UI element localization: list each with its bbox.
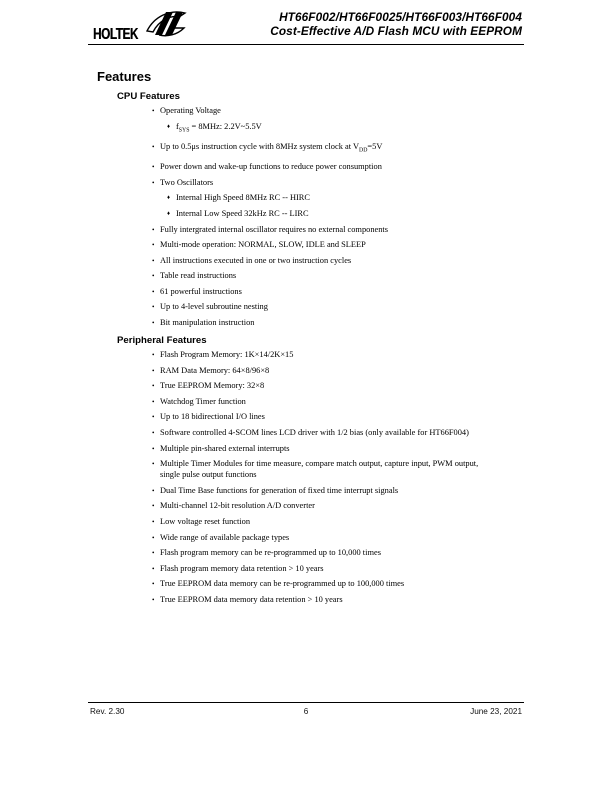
- holtek-wing-icon: [145, 8, 187, 43]
- bullet-icon: •: [152, 351, 155, 360]
- feature-text: [160, 397, 246, 406]
- feature-item: [151, 317, 524, 328]
- feature-item: [151, 547, 524, 558]
- bullet-icon: •: [152, 142, 155, 151]
- feature-item: [151, 177, 524, 219]
- footer-divider: [88, 702, 524, 703]
- sub-feature-item: [167, 192, 524, 203]
- bullet-icon: •: [152, 256, 155, 265]
- feature-text: [160, 548, 381, 557]
- feature-text: [160, 240, 366, 249]
- document-title-line2: Cost-Effective A/D Flash MCU with EEPROM: [270, 23, 522, 38]
- holtek-logo-text: HOLTEK: [93, 25, 138, 44]
- bullet-icon: •: [152, 303, 155, 312]
- section-heading: CPU Features: [117, 91, 180, 102]
- text-segment: f: [176, 121, 179, 131]
- text-segment: RAM Data Memory: 64×8/96×8: [160, 365, 270, 375]
- text-segment: Power down and wake-up functions to reduce power consumption: [160, 162, 382, 172]
- document-title-line1: HT66F002/HT66F0025/HT66F003/HT66F004: [279, 10, 522, 24]
- feature-item: [151, 563, 524, 574]
- subscript-text: DD: [359, 147, 368, 154]
- footer-page-number: 6: [303, 707, 309, 716]
- feature-text: [160, 271, 236, 280]
- bullet-icon: •: [152, 319, 155, 328]
- feature-item: [151, 516, 524, 527]
- bullet-icon: •: [152, 287, 155, 296]
- feature-text: [160, 162, 382, 171]
- text-segment: Fully intergrated internal oscillator requires no external components: [160, 224, 388, 234]
- bullet-icon: •: [152, 518, 155, 526]
- feature-item: [151, 255, 524, 266]
- document-title: [270, 11, 522, 39]
- bullet-icon: •: [152, 486, 155, 495]
- feature-item: [151, 161, 524, 172]
- bullet-icon: •: [152, 533, 155, 542]
- text-segment: Up to 18 bidirectional I/O lines: [160, 412, 265, 422]
- bullet-icon: •: [152, 272, 155, 281]
- text-segment: Watchdog Timer function: [160, 396, 246, 406]
- feature-item: [151, 380, 524, 391]
- feature-text: [160, 106, 221, 115]
- text-segment: Up to 4-level subroutine nesting: [160, 302, 268, 312]
- subscript-text: SYS: [178, 127, 190, 134]
- bullet-icon: •: [152, 107, 155, 115]
- feature-item: [151, 301, 524, 312]
- bullet-icon: •: [152, 429, 155, 438]
- footer-revision: Rev. 2.30: [90, 707, 125, 716]
- text-segment: All instructions executed in one or two instruction cycles: [160, 255, 352, 265]
- sub-feature-text: [176, 121, 262, 134]
- text-segment: 61 powerful instructions: [160, 286, 242, 296]
- text-segment: Multiple Timer Modules for time measure, compare match output, capture input, PWM output,: [160, 459, 479, 469]
- text-segment: = 8MHz: 2.2V~5.5V: [189, 121, 262, 131]
- text-segment: Wide range of available package types: [160, 532, 290, 542]
- feature-text: [160, 287, 242, 296]
- text-segment: Multi-mode operation: NORMAL, SLOW, IDLE and SLEEP: [160, 240, 366, 250]
- sub-feature-list: [167, 192, 524, 219]
- feature-text: [160, 486, 398, 495]
- sub-feature-text: [176, 193, 310, 202]
- feature-item: [151, 224, 524, 235]
- feature-item: [151, 270, 524, 281]
- page-title: Features: [97, 69, 152, 84]
- feature-list: [151, 349, 524, 605]
- text-segment: Internal Low Speed 32kHz RC -- LIRC: [176, 208, 309, 218]
- feature-text: [160, 178, 213, 187]
- sub-feature-item: [167, 121, 524, 137]
- bullet-icon: •: [152, 163, 155, 172]
- feature-text: [160, 444, 290, 453]
- feature-item: [151, 349, 524, 360]
- feature-item: [151, 105, 524, 136]
- page-footer: [90, 707, 522, 719]
- feature-item: [151, 594, 524, 605]
- text-segment: Up to 0.5μs instruction cycle with 8MHz system clock at V: [160, 141, 360, 151]
- feature-text: [160, 256, 351, 265]
- feature-item: [151, 443, 524, 454]
- text-segment: Dual Time Base functions for generation of fixed time interrupt signals: [160, 485, 399, 495]
- bullet-icon: •: [152, 564, 155, 573]
- footer-date: June 23, 2021: [470, 707, 522, 716]
- feature-text: [160, 302, 268, 311]
- bullet-icon: •: [152, 580, 155, 589]
- feature-item: [151, 239, 524, 250]
- text-segment: Low voltage reset function: [160, 517, 251, 526]
- text-segment: Flash program memory data retention > 10 years: [160, 563, 324, 573]
- sub-feature-list: [167, 121, 524, 137]
- feature-item: [151, 532, 524, 543]
- feature-text: [160, 225, 388, 234]
- feature-text: [160, 595, 343, 604]
- text-segment: Flash Program Memory: 1K×14/2K×15: [160, 350, 294, 360]
- bullet-icon: •: [152, 460, 155, 469]
- feature-item: [151, 578, 524, 589]
- holtek-logo: [93, 13, 187, 43]
- feature-item: [151, 458, 524, 480]
- feature-text: [160, 350, 293, 359]
- text-segment: True EEPROM Memory: 32×8: [160, 381, 265, 391]
- text-segment: True EEPROM data memory can be re-programmed up to 100,000 times: [160, 579, 405, 589]
- feature-item: [151, 286, 524, 297]
- bullet-icon: •: [152, 382, 155, 391]
- feature-item: [151, 396, 524, 407]
- bullet-icon: •: [152, 241, 155, 250]
- text-segment: Two Oscillators: [160, 177, 214, 187]
- bullet-icon: •: [152, 366, 155, 375]
- bullet-icon: •: [152, 397, 155, 406]
- feature-item: [151, 427, 524, 438]
- feature-text: [160, 459, 478, 479]
- feature-text: [160, 366, 269, 375]
- feature-text: [160, 501, 315, 510]
- bullet-icon: •: [152, 444, 155, 453]
- feature-text: [160, 517, 250, 526]
- feature-text: [160, 579, 404, 588]
- diamond-bullet-icon: ♦: [167, 195, 171, 202]
- feature-list: [151, 105, 524, 328]
- text-segment: Table read instructions: [160, 271, 237, 281]
- header-divider: [88, 44, 524, 45]
- feature-item: [151, 411, 524, 422]
- feature-text: [160, 533, 289, 542]
- feature-item: [151, 365, 524, 376]
- bullet-icon: •: [152, 178, 155, 187]
- sub-feature-item: [167, 208, 524, 219]
- page-content: [97, 69, 524, 610]
- feature-text: [160, 564, 324, 573]
- feature-item: [151, 141, 524, 157]
- feature-text: [160, 141, 383, 154]
- bullet-icon: •: [152, 413, 155, 422]
- text-segment: Multiple pin-shared external interrupts: [160, 443, 290, 453]
- sub-feature-text: [176, 209, 309, 218]
- bullet-icon: •: [152, 549, 155, 558]
- feature-item: [151, 485, 524, 496]
- text-segment: True EEPROM data memory data retention > 10 years: [160, 594, 343, 604]
- feature-item: [151, 500, 524, 511]
- text-segment: Operating Voltage: [160, 106, 221, 115]
- bullet-icon: •: [152, 225, 155, 234]
- feature-text: [160, 412, 265, 421]
- section-heading: Peripheral Features: [117, 335, 207, 347]
- text-segment: Internal High Speed 8MHz RC -- HIRC: [176, 193, 310, 203]
- bullet-icon: •: [152, 595, 155, 604]
- feature-text: [160, 381, 264, 390]
- feature-text: [160, 318, 254, 327]
- diamond-bullet-icon: ♦: [167, 210, 171, 217]
- feature-text: [160, 428, 469, 437]
- text-segment: =5V: [367, 141, 383, 151]
- text-segment: Multi-channel 12-bit resolution A/D converter: [160, 501, 315, 511]
- text-segment: Bit manipulation instruction: [160, 318, 255, 328]
- text-segment: Software controlled 4-SCOM lines LCD driver with 1/2 bias (only available for HT66F004): [160, 428, 469, 438]
- bullet-icon: •: [152, 502, 155, 511]
- text-segment: Flash program memory can be re-programmed up to 10,000 times: [160, 548, 381, 558]
- diamond-bullet-icon: ♦: [167, 123, 171, 130]
- text-segment: single pulse output functions: [160, 470, 257, 480]
- features-sections: [97, 91, 524, 605]
